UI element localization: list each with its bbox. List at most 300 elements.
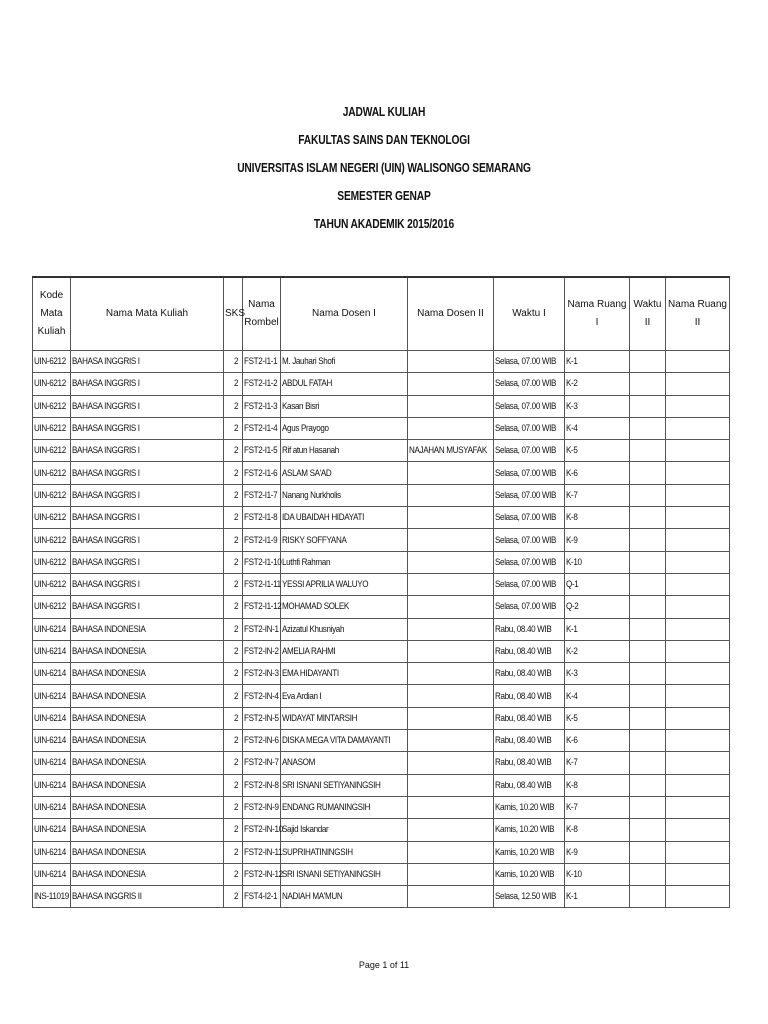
cell-dosen-2 [408, 596, 494, 618]
cell-kode [33, 462, 71, 484]
cell-dosen-1 [281, 730, 408, 752]
cell-mata-kuliah [71, 640, 224, 662]
cell-sks [224, 596, 243, 618]
cell-ruang-2 [666, 507, 730, 529]
table-row [33, 484, 730, 506]
cell-dosen-1 [281, 507, 408, 529]
table-row [33, 462, 730, 484]
cell-rombel [243, 351, 281, 373]
cell-dosen-2 [408, 841, 494, 863]
cell-rombel-text: FST2-I1-9 [244, 534, 278, 546]
cell-ruang-1-text: K-8 [566, 779, 578, 791]
cell-dosen-1-text: Sajid Iskandar [282, 824, 329, 836]
cell-ruang-2 [666, 886, 730, 908]
cell-ruang-1-text: K-2 [566, 646, 578, 657]
cell-kode [33, 663, 71, 685]
cell-ruang-2 [666, 440, 730, 462]
cell-rombel-text: FST2-IN-5 [244, 712, 279, 724]
cell-waktu-2 [630, 685, 666, 707]
cell-waktu-2 [630, 529, 666, 551]
cell-waktu-2 [630, 462, 666, 484]
cell-ruang-1 [565, 462, 630, 484]
cell-ruang-1 [565, 573, 630, 595]
cell-waktu-2 [630, 640, 666, 662]
cell-waktu-2 [630, 796, 666, 818]
cell-waktu-1-text: Selasa, 07.00 WIB [495, 579, 557, 591]
cell-rombel [243, 752, 281, 774]
cell-sks-text: 2 [234, 378, 239, 390]
cell-dosen-1-text: RISKY SOFFYANA [282, 534, 347, 546]
table-row [33, 417, 730, 439]
cell-dosen-1-text: DISKA MEGA VITA DAMAYANTI [282, 735, 391, 747]
cell-ruang-1 [565, 841, 630, 863]
cell-kode-text: INS-11019 [34, 891, 69, 903]
cell-ruang-2 [666, 573, 730, 595]
cell-dosen-2 [408, 796, 494, 818]
cell-rombel [243, 373, 281, 395]
cell-rombel [243, 841, 281, 863]
cell-waktu-1 [494, 707, 565, 729]
cell-dosen-1 [281, 551, 408, 573]
cell-waktu-1-text: Kamis, 10.20 WIB [495, 868, 555, 880]
cell-dosen-1 [281, 886, 408, 908]
cell-waktu-2 [630, 507, 666, 529]
cell-dosen-2 [408, 395, 494, 417]
cell-sks-text: 2 [234, 735, 239, 747]
cell-ruang-2 [666, 529, 730, 551]
cell-dosen-1 [281, 440, 408, 462]
cell-dosen-1-text: Nanang Nurkholis [282, 489, 341, 501]
cell-dosen-2 [408, 462, 494, 484]
cell-kode-text: UIN-6214 [34, 646, 66, 657]
cell-ruang-1-text: Q-1 [566, 579, 579, 591]
cell-rombel-text: FST2-IN-8 [244, 779, 279, 791]
cell-dosen-1 [281, 640, 408, 662]
cell-kode-text: UIN-6212 [34, 378, 66, 390]
cell-kode-text: UIN-6214 [34, 668, 66, 680]
cell-ruang-1 [565, 730, 630, 752]
cell-ruang-1-text: K-6 [566, 467, 578, 479]
cell-dosen-2 [408, 819, 494, 841]
table-row [33, 863, 730, 885]
cell-mata-kuliah-text: BAHASA INGGRIS I [72, 400, 140, 412]
cell-waktu-1 [494, 886, 565, 908]
cell-ruang-1-text: K-7 [566, 802, 578, 814]
cell-ruang-2 [666, 395, 730, 417]
cell-kode-text: UIN-6214 [34, 779, 66, 791]
title-line-4: SEMESTER GENAP [337, 189, 431, 203]
cell-waktu-1 [494, 462, 565, 484]
cell-dosen-1 [281, 819, 408, 841]
table-row [33, 529, 730, 551]
cell-rombel [243, 886, 281, 908]
cell-kode [33, 618, 71, 640]
cell-sks [224, 462, 243, 484]
cell-waktu-1-text: Rabu, 08.40 WIB [495, 668, 552, 680]
cell-waktu-1 [494, 618, 565, 640]
header-nama-rombel: Nama Rombel [243, 277, 281, 351]
cell-waktu-1 [494, 596, 565, 618]
cell-waktu-2 [630, 440, 666, 462]
cell-dosen-1 [281, 462, 408, 484]
cell-mata-kuliah-text: BAHASA INGGRIS I [72, 467, 140, 479]
cell-mata-kuliah-text: BAHASA INDONESIA [72, 802, 146, 814]
cell-sks [224, 551, 243, 573]
cell-dosen-2 [408, 730, 494, 752]
cell-kode-text: UIN-6212 [34, 601, 66, 613]
cell-waktu-1 [494, 685, 565, 707]
cell-sks [224, 774, 243, 796]
cell-waktu-1-text: Selasa, 07.00 WIB [495, 512, 557, 524]
cell-rombel-text: FST2-I1-3 [244, 400, 278, 412]
cell-dosen-2 [408, 618, 494, 640]
cell-dosen-2 [408, 685, 494, 707]
cell-mata-kuliah-text: BAHASA INGGRIS II [72, 891, 142, 903]
cell-kode [33, 685, 71, 707]
cell-ruang-2 [666, 685, 730, 707]
cell-mata-kuliah-text: BAHASA INDONESIA [72, 646, 146, 657]
cell-sks-text: 2 [234, 668, 239, 680]
cell-mata-kuliah [71, 886, 224, 908]
cell-mata-kuliah [71, 351, 224, 373]
cell-waktu-1-text: Rabu, 08.40 WIB [495, 779, 552, 791]
cell-kode-text: UIN-6212 [34, 467, 66, 479]
cell-kode-text: UIN-6212 [34, 400, 66, 412]
cell-kode [33, 841, 71, 863]
cell-dosen-1-text: IDA UBAIDAH HIDAYATI [282, 512, 365, 524]
table-row [33, 796, 730, 818]
cell-waktu-2 [630, 730, 666, 752]
cell-mata-kuliah-text: BAHASA INDONESIA [72, 668, 146, 680]
table-row [33, 640, 730, 662]
cell-sks-text: 2 [234, 423, 239, 435]
table-row [33, 730, 730, 752]
cell-mata-kuliah [71, 462, 224, 484]
cell-sks [224, 573, 243, 595]
table-row [33, 351, 730, 373]
cell-ruang-2 [666, 707, 730, 729]
cell-kode [33, 395, 71, 417]
cell-dosen-1-text: Rif atun Hasanah [282, 445, 339, 457]
cell-mata-kuliah [71, 440, 224, 462]
cell-waktu-1 [494, 373, 565, 395]
cell-rombel-text: FST2-IN-9 [244, 802, 279, 814]
cell-mata-kuliah-text: BAHASA INGGRIS I [72, 378, 140, 390]
cell-waktu-1-text: Kamis, 10.20 WIB [495, 846, 555, 858]
cell-waktu-1-text: Selasa, 12.50 WIB [495, 891, 557, 903]
cell-ruang-2 [666, 462, 730, 484]
cell-sks [224, 752, 243, 774]
cell-ruang-2 [666, 863, 730, 885]
cell-ruang-1-text: K-8 [566, 512, 578, 524]
cell-dosen-1 [281, 529, 408, 551]
cell-rombel-text: FST2-I1-7 [244, 489, 278, 501]
cell-rombel [243, 685, 281, 707]
header-nama-dosen-2: Nama Dosen II [408, 277, 494, 351]
cell-kode-text: UIN-6214 [34, 846, 66, 858]
table-row [33, 819, 730, 841]
cell-dosen-1 [281, 351, 408, 373]
cell-waktu-1-text: Rabu, 08.40 WIB [495, 735, 552, 747]
table-row [33, 440, 730, 462]
cell-ruang-1 [565, 551, 630, 573]
table-row [33, 507, 730, 529]
cell-ruang-1 [565, 395, 630, 417]
cell-dosen-2 [408, 886, 494, 908]
cell-rombel-text: FST2-IN-7 [244, 757, 279, 769]
cell-mata-kuliah [71, 551, 224, 573]
cell-waktu-1 [494, 395, 565, 417]
cell-mata-kuliah [71, 752, 224, 774]
title-line-1: JADWAL KULIAH [342, 105, 426, 119]
cell-rombel [243, 529, 281, 551]
cell-rombel [243, 395, 281, 417]
cell-mata-kuliah-text: BAHASA INGGRIS I [72, 512, 140, 524]
cell-ruang-2 [666, 841, 730, 863]
cell-ruang-1 [565, 685, 630, 707]
cell-mata-kuliah-text: BAHASA INGGRIS I [72, 356, 140, 368]
header-nama-dosen-1: Nama Dosen I [281, 277, 408, 351]
cell-mata-kuliah-text: BAHASA INGGRIS I [72, 534, 140, 546]
document-title-block [0, 98, 768, 238]
cell-rombel [243, 774, 281, 796]
cell-kode [33, 440, 71, 462]
cell-waktu-1 [494, 663, 565, 685]
cell-waktu-1-text: Selasa, 07.00 WIB [495, 356, 557, 368]
cell-kode-text: UIN-6214 [34, 802, 66, 814]
cell-dosen-2 [408, 774, 494, 796]
cell-dosen-1 [281, 685, 408, 707]
cell-mata-kuliah-text: BAHASA INGGRIS I [72, 601, 140, 613]
cell-waktu-1-text: Selasa, 07.00 WIB [495, 378, 557, 390]
cell-rombel [243, 440, 281, 462]
cell-mata-kuliah-text: BAHASA INDONESIA [72, 757, 146, 769]
cell-dosen-1-text: Eva Ardian I [282, 690, 322, 702]
cell-mata-kuliah [71, 707, 224, 729]
cell-rombel-text: FST2-IN-12 [244, 868, 283, 880]
header-nama-ruang-2: Nama Ruang II [666, 277, 730, 351]
cell-mata-kuliah [71, 484, 224, 506]
cell-mata-kuliah [71, 863, 224, 885]
cell-kode [33, 640, 71, 662]
cell-ruang-1-text: K-2 [566, 378, 578, 390]
cell-mata-kuliah-text: BAHASA INGGRIS I [72, 423, 140, 435]
header-sks: SKS [224, 277, 243, 351]
cell-waktu-1-text: Kamis, 10.20 WIB [495, 802, 555, 814]
cell-dosen-1 [281, 618, 408, 640]
cell-waktu-2 [630, 484, 666, 506]
cell-sks-text: 2 [234, 757, 239, 769]
cell-dosen-1-text: SUPRIHATININGSIH [282, 846, 353, 858]
cell-kode [33, 596, 71, 618]
table-row [33, 752, 730, 774]
cell-dosen-2 [408, 640, 494, 662]
cell-dosen-1-text: Kasan Bisri [282, 400, 320, 412]
cell-mata-kuliah [71, 596, 224, 618]
cell-ruang-1-text: K-7 [566, 757, 578, 769]
cell-ruang-1-text: K-1 [566, 623, 578, 635]
cell-dosen-2 [408, 440, 494, 462]
cell-waktu-1 [494, 841, 565, 863]
cell-ruang-1 [565, 707, 630, 729]
cell-ruang-1 [565, 351, 630, 373]
cell-rombel [243, 507, 281, 529]
cell-mata-kuliah [71, 373, 224, 395]
cell-sks [224, 373, 243, 395]
cell-ruang-2 [666, 774, 730, 796]
cell-rombel-text: FST2-IN-3 [244, 668, 279, 680]
cell-sks [224, 886, 243, 908]
cell-ruang-1 [565, 417, 630, 439]
cell-kode [33, 863, 71, 885]
cell-sks-text: 2 [234, 534, 239, 546]
cell-waktu-1 [494, 730, 565, 752]
cell-mata-kuliah [71, 819, 224, 841]
cell-waktu-1 [494, 484, 565, 506]
cell-dosen-2 [408, 752, 494, 774]
cell-dosen-2 [408, 507, 494, 529]
cell-dosen-2 [408, 707, 494, 729]
cell-waktu-1 [494, 819, 565, 841]
cell-sks-text: 2 [234, 400, 239, 412]
cell-ruang-1 [565, 640, 630, 662]
cell-ruang-1-text: K-9 [566, 534, 578, 546]
cell-waktu-1-text: Kamis, 10.20 WIB [495, 824, 555, 836]
cell-waktu-2 [630, 774, 666, 796]
cell-sks-text: 2 [234, 824, 239, 836]
cell-kode-text: UIN-6214 [34, 735, 66, 747]
cell-ruang-1 [565, 596, 630, 618]
cell-mata-kuliah [71, 529, 224, 551]
cell-sks-text: 2 [234, 467, 239, 479]
cell-sks [224, 529, 243, 551]
cell-mata-kuliah-text: BAHASA INGGRIS I [72, 579, 140, 591]
cell-mata-kuliah-text: BAHASA INGGRIS I [72, 489, 140, 501]
cell-dosen-1-text: NADIAH MA'MUN [282, 891, 343, 903]
table-header-row [33, 277, 730, 351]
cell-rombel [243, 707, 281, 729]
cell-kode [33, 819, 71, 841]
cell-waktu-2 [630, 663, 666, 685]
cell-dosen-2 [408, 863, 494, 885]
cell-mata-kuliah-text: BAHASA INDONESIA [72, 735, 146, 747]
cell-ruang-1-text: K-3 [566, 668, 578, 680]
cell-dosen-1 [281, 707, 408, 729]
cell-waktu-1-text: Selasa, 07.00 WIB [495, 534, 557, 546]
table-body [33, 351, 730, 908]
cell-sks-text: 2 [234, 891, 239, 903]
cell-ruang-1 [565, 618, 630, 640]
cell-kode [33, 417, 71, 439]
cell-waktu-2 [630, 886, 666, 908]
cell-waktu-1 [494, 529, 565, 551]
cell-ruang-1-text: K-1 [566, 891, 578, 903]
cell-waktu-1-text: Selasa, 07.00 WIB [495, 556, 557, 568]
cell-mata-kuliah-text: BAHASA INGGRIS I [72, 445, 140, 457]
cell-mata-kuliah [71, 573, 224, 595]
header-nama-ruang-1: Nama Ruang I [565, 277, 630, 351]
cell-waktu-1-text: Selasa, 07.00 WIB [495, 445, 557, 457]
cell-kode [33, 730, 71, 752]
cell-mata-kuliah [71, 417, 224, 439]
cell-mata-kuliah-text: BAHASA INGGRIS I [72, 556, 140, 568]
cell-rombel [243, 863, 281, 885]
cell-dosen-1-text: ABDUL FATAH [282, 378, 332, 390]
cell-waktu-2 [630, 841, 666, 863]
cell-mata-kuliah [71, 663, 224, 685]
cell-sks-text: 2 [234, 512, 239, 524]
cell-dosen-2 [408, 663, 494, 685]
cell-dosen-1 [281, 417, 408, 439]
table-row [33, 395, 730, 417]
cell-waktu-1 [494, 573, 565, 595]
cell-sks [224, 796, 243, 818]
cell-dosen-1 [281, 373, 408, 395]
table-row [33, 551, 730, 573]
cell-kode-text: UIN-6214 [34, 690, 66, 702]
cell-waktu-1-text: Rabu, 08.40 WIB [495, 712, 552, 724]
header-nama-mata-kuliah: Nama Mata Kuliah [71, 277, 224, 351]
cell-ruang-1 [565, 440, 630, 462]
cell-dosen-1-text: SRI ISNANI SETIYANINGSIH [282, 868, 381, 880]
cell-sks [224, 730, 243, 752]
cell-kode [33, 484, 71, 506]
cell-ruang-1-text: K-7 [566, 489, 578, 501]
cell-sks [224, 819, 243, 841]
cell-kode [33, 796, 71, 818]
cell-rombel-text: FST2-I1-4 [244, 423, 278, 435]
cell-dosen-1-text: AMELIA RAHMI [282, 646, 336, 657]
cell-dosen-1 [281, 663, 408, 685]
cell-rombel-text: FST2-I1-6 [244, 467, 278, 479]
cell-ruang-2 [666, 551, 730, 573]
cell-kode-text: UIN-6214 [34, 623, 66, 635]
cell-mata-kuliah-text: BAHASA INDONESIA [72, 712, 146, 724]
cell-dosen-1-text: Luthfi Rahman [282, 556, 331, 568]
cell-mata-kuliah [71, 618, 224, 640]
cell-sks-text: 2 [234, 445, 239, 457]
cell-kode-text: UIN-6212 [34, 579, 66, 591]
cell-kode-text: UIN-6212 [34, 445, 66, 457]
cell-ruang-2 [666, 484, 730, 506]
cell-ruang-1-text: K-8 [566, 824, 578, 836]
cell-dosen-1-text: M. Jauhari Shofi [282, 356, 335, 368]
table-row [33, 618, 730, 640]
header-kode-mata-kuliah: Kode Mata Kuliah [33, 277, 71, 351]
cell-dosen-2 [408, 373, 494, 395]
cell-ruang-1 [565, 752, 630, 774]
cell-ruang-1-text: K-5 [566, 445, 578, 457]
cell-waktu-1 [494, 640, 565, 662]
cell-ruang-2 [666, 373, 730, 395]
cell-dosen-1 [281, 573, 408, 595]
cell-kode [33, 774, 71, 796]
cell-ruang-2 [666, 640, 730, 662]
cell-rombel-text: FST2-I1-12 [244, 601, 282, 613]
table-row [33, 774, 730, 796]
cell-sks-text: 2 [234, 779, 239, 791]
cell-rombel-text: FST2-IN-11 [244, 846, 283, 858]
cell-ruang-1-text: K-5 [566, 712, 578, 724]
cell-dosen-1 [281, 395, 408, 417]
page-number: Page 1 of 11 [358, 960, 410, 970]
cell-ruang-1-text: K-10 [566, 868, 582, 880]
cell-dosen-2 [408, 484, 494, 506]
cell-mata-kuliah [71, 796, 224, 818]
cell-dosen-1 [281, 774, 408, 796]
cell-dosen-2 [408, 573, 494, 595]
cell-dosen-1-text: Agus Prayogo [282, 423, 329, 435]
